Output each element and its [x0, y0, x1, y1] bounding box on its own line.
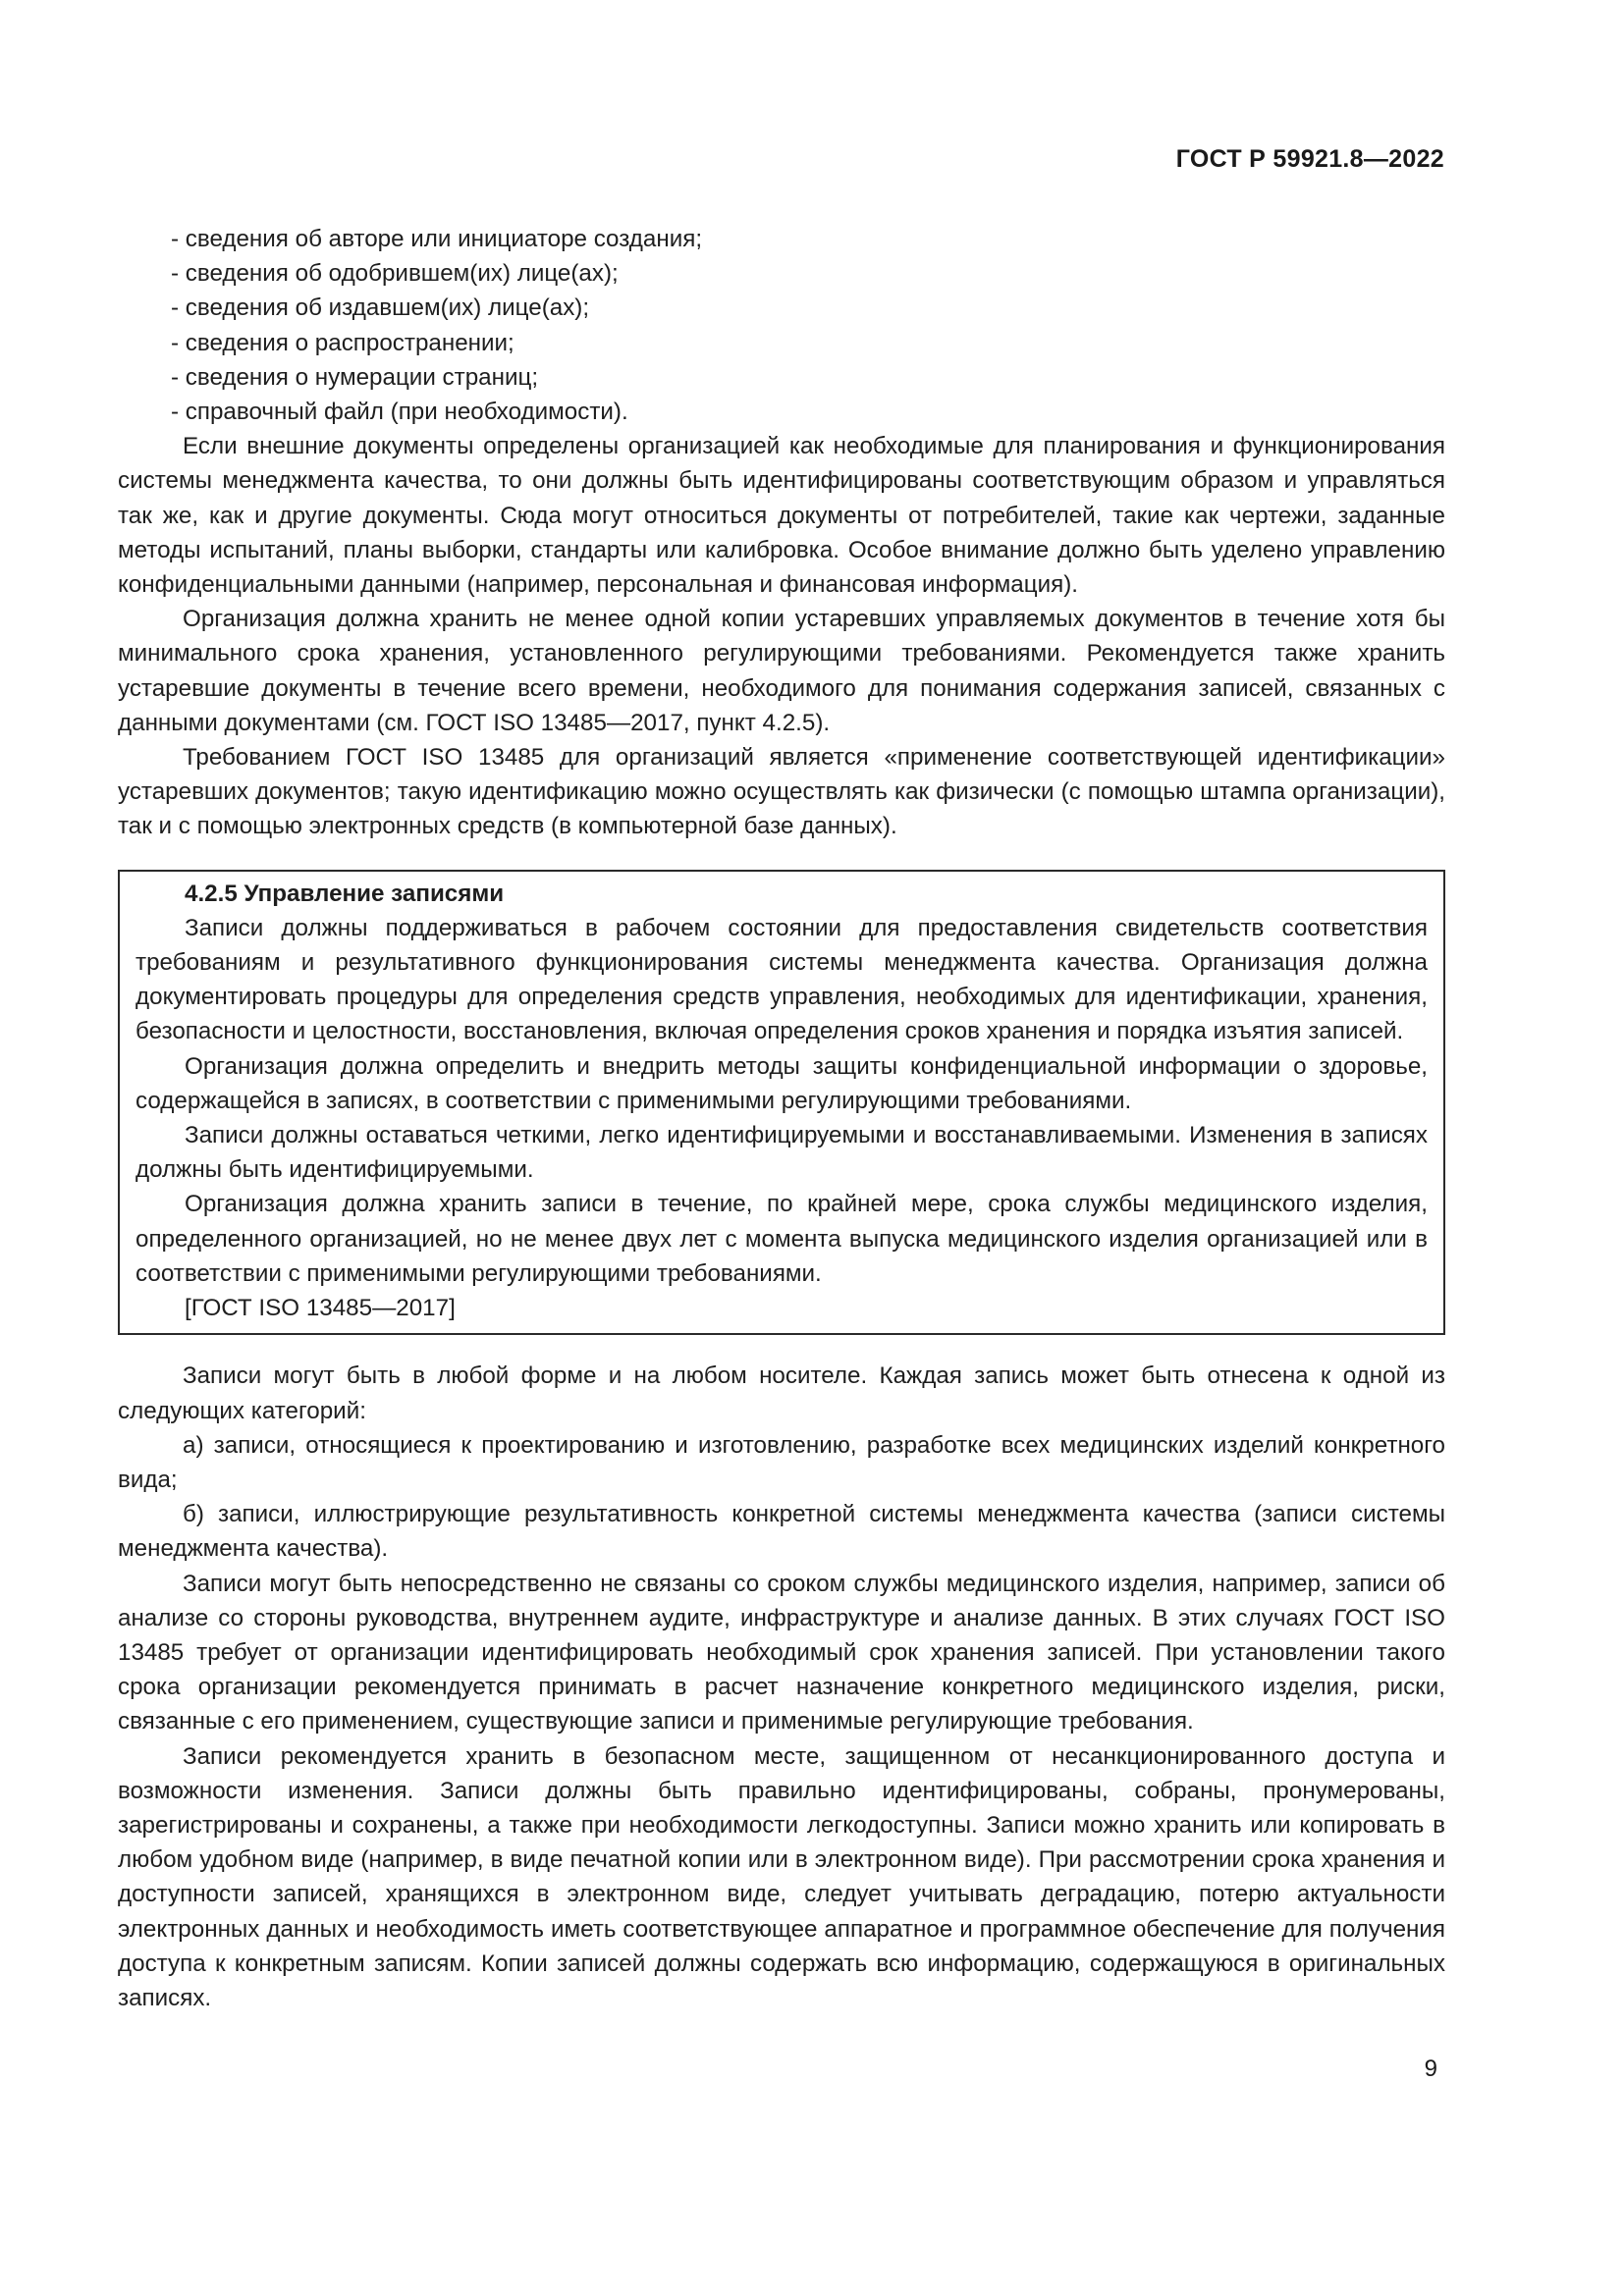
paragraph: б) записи, иллюстрирующие результативность конкретной системы менеджмента качества (записи системы менеджмента качества). — [118, 1501, 1445, 1563]
paragraph: Если внешние документы определены организацией как необходимые для планирования и функционирования системы менеджмента качества, то они должны быть идентифицированы соответствующим образом и управляться так же, как и другие документы. Сюда могут относиться документы от потребителей, такие как чертежи, заданные методы испытаний, планы выборки, стандарты или калибровка. Особое внимание должно быть уделено управлению конфиденциальными данными (например, персональная и финансовая информация). — [118, 433, 1445, 599]
list-item: - сведения об авторе или инициаторе создания; — [171, 226, 703, 252]
list-item: - сведения о распространении; — [171, 329, 514, 356]
list-item: - сведения о нумерации страниц; — [171, 363, 539, 391]
list-item: - сведения об издавшем(их) лице(ах); — [171, 294, 590, 322]
list-item: - справочный файл (при необходимости). — [171, 399, 628, 426]
paragraph: Требованием ГОСТ ISO 13485 для организаций является «применение соответствующей идентификации» устаревших документов; такую идентификацию можно осуществлять как физически (с помощью штампа организации), так и с помощью электронных средств (в компьютерной базе данных). — [118, 744, 1445, 840]
body-after-box — [118, 1359, 1445, 2015]
paragraph: а) записи, относящиеся к проектированию и изготовлению, разработке всех медицинских изделий конкретного вида; — [118, 1431, 1445, 1493]
page-number: 9 — [1424, 2056, 1437, 2082]
standard-reference: [ГОСТ ISO 13485—2017] — [185, 1295, 456, 1322]
paragraph: Организация должна хранить не менее одной копии устаревших управляемых документов в течение хотя бы минимального срока хранения, установленного регулирующими требованиями. Рекомендуется также хранить устаревшие документы в течение всего времени, необходимого для понимания содержания записей, связанных с данными документами (см. ГОСТ ISO 13485—2017, пункт 4.2.5). — [118, 606, 1445, 736]
paragraph: Записи могут быть в любой форме и на любом носителе. Каждая запись может быть отнесена к одной из следующих категорий: — [118, 1362, 1445, 1424]
box-paragraph: Записи должны поддерживаться в рабочем состоянии для предоставления свидетельств соответствия требованиям и результативного функционирования системы менеджмента качества. Организация должна документировать процедуры для определения средств управления, необходимых для идентификации, хранения, безопасности и целостности, восстановления, включая определения сроков хранения и порядка изъятия записей. — [135, 914, 1428, 1045]
quoted-standard-box — [118, 870, 1445, 1336]
info-list — [118, 222, 1445, 429]
section-heading: 4.2.5 Управление записями — [185, 880, 505, 907]
paragraph: Записи могут быть непосредственно не связаны со сроком службы медицинского изделия, например, записи об анализе со стороны руководства, внутреннем аудите, инфраструктуре и анализе данных. В этих случаях ГОСТ ISO 13485 требует от организации идентифицировать необходимый срок хранения записей. При установлении такого срока организации рекомендуется принимать в расчет назначение конкретного медицинского изделия, риски, связанные с его применением, существующие записи и применимые регулирующие требования. — [118, 1570, 1445, 1735]
box-paragraph: Организация должна хранить записи в течение, по крайней мере, срока службы медицинского изделия, определенного организацией, но не менее двух лет с момента выпуска медицинского изделия организацией или в соответствии с применимыми регулирующими требованиями. — [135, 1191, 1428, 1287]
box-paragraph: Записи должны оставаться четкими, легко идентифицируемыми и восстанавливаемыми. Изменения в записях должны быть идентифицируемыми. — [135, 1122, 1428, 1184]
list-item: - сведения об одобрившем(их) лице(ах); — [171, 260, 619, 288]
paragraph: Записи рекомендуется хранить в безопасном месте, защищенном от несанкционированного доступа и возможности изменения. Записи должны быть правильно идентифицированы, собраны, пронумерованы, зарегистрированы и сохранены, а также при необходимости легкодоступны. Записи можно хранить или копировать в любом удобном виде (например, в виде печатной копии или в электронном виде). При рассмотрении срока хранения и доступности записей, хранящихся в электронном виде, следует учитывать деградацию, потерю актуальности электронных данных и необходимость иметь соответствующее аппаратное и программное обеспечение для получения доступа к конкретным записям. Копии записей должны содержать всю информацию, содержащуюся в оригинальных записях. — [118, 1742, 1445, 2011]
box-paragraph: Организация должна определить и внедрить методы защиты конфиденциальной информации о здоровье, содержащейся в записях, в соответствии с применимыми регулирующими требованиями. — [135, 1052, 1428, 1114]
page-content — [118, 222, 1445, 2015]
document-code-header: ГОСТ Р 59921.8—2022 — [1175, 145, 1444, 173]
